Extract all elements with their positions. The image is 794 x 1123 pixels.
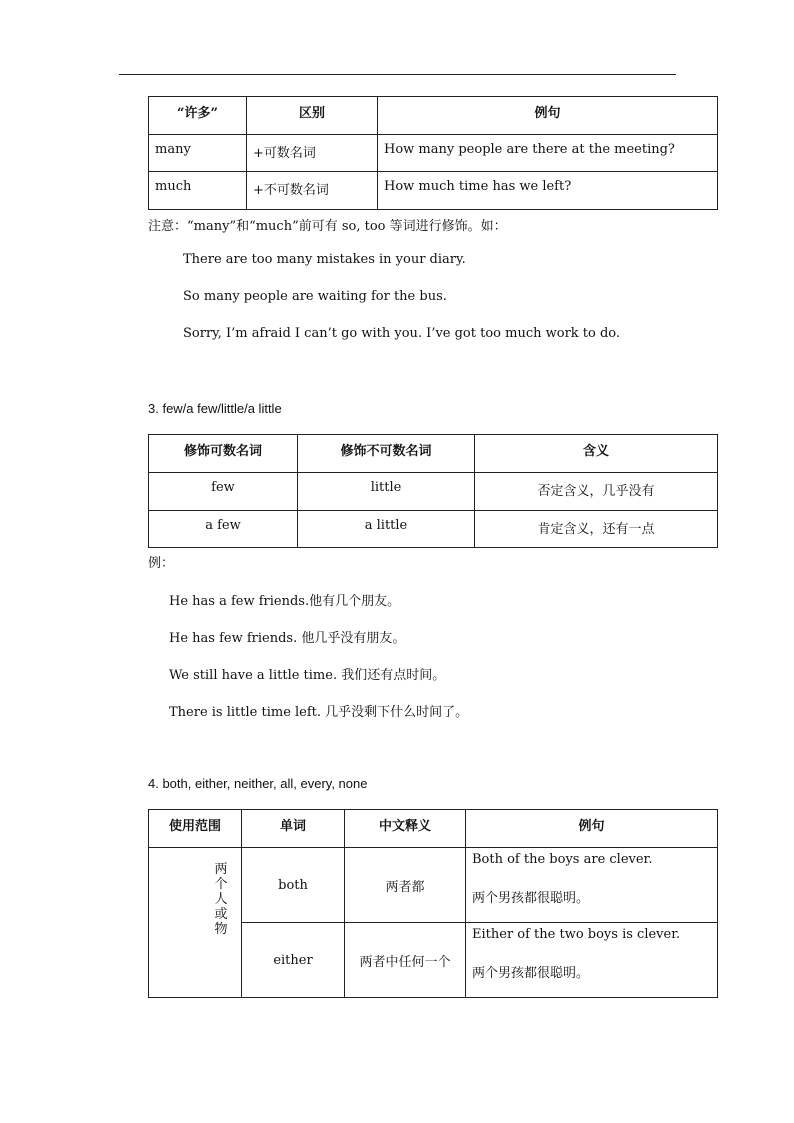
table-cell: +可数名词 xyxy=(247,135,378,172)
table-header: 单词 xyxy=(242,810,345,848)
example-sentence: He has few friends. 他几乎没有朋友。 xyxy=(169,631,406,646)
many-much-table xyxy=(148,96,718,210)
both-either-table xyxy=(148,809,718,998)
example-label: 例： xyxy=(148,556,175,571)
table-row xyxy=(149,848,718,923)
table-cell: many xyxy=(149,135,247,172)
table-cell: much xyxy=(149,172,247,210)
example-cell xyxy=(466,923,718,998)
table-cell: a little xyxy=(298,511,475,548)
example-en: Either of the two boys is clever. xyxy=(472,927,681,942)
table-header: 中文释义 xyxy=(345,810,466,848)
example-zh: 两个男孩都很聪明。 xyxy=(472,966,590,981)
table-header: “许多” xyxy=(149,97,247,135)
note-example: Sorry, I’m afraid I can’t go with you. I’ve got too much work to do. xyxy=(183,326,621,341)
table-cell: 肯定含义，还有一点 xyxy=(475,511,718,548)
scope-cell xyxy=(149,848,242,998)
meaning-cell: 两者都 xyxy=(345,848,466,923)
table-header-row xyxy=(149,435,718,473)
meaning-cell: 两者中任何一个 xyxy=(345,923,466,998)
example-sentence: There is little time left. 几乎没剩下什么时间了。 xyxy=(169,705,469,720)
table-cell: How much time has we left? xyxy=(378,172,718,210)
section-title: 3. few/a few/little/a little xyxy=(148,401,282,416)
table-cell: a few xyxy=(149,511,298,548)
table-header: 使用范围 xyxy=(149,810,242,848)
table-header: 修饰可数名词 xyxy=(149,435,298,473)
table-header: 区别 xyxy=(247,97,378,135)
table-header: 例句 xyxy=(466,810,718,848)
example-zh: 两个男孩都很聪明。 xyxy=(472,891,590,906)
table-header: 含义 xyxy=(475,435,718,473)
section-title: 4. both, either, neither, all, every, none xyxy=(148,776,368,791)
table-row xyxy=(149,135,718,172)
table-row xyxy=(149,511,718,548)
table-header: 例句 xyxy=(378,97,718,135)
header-rule xyxy=(119,74,676,75)
table-cell: How many people are there at the meeting? xyxy=(378,135,718,172)
table-cell: +不可数名词 xyxy=(247,172,378,210)
note-example: So many people are waiting for the bus. xyxy=(183,289,447,304)
example-sentence: We still have a little time. 我们还有点时间。 xyxy=(169,668,446,683)
example-sentence: He has a few friends.他有几个朋友。 xyxy=(169,594,401,609)
word-cell: either xyxy=(242,923,345,998)
few-little-table xyxy=(148,434,718,548)
table-header: 修饰不可数名词 xyxy=(298,435,475,473)
table-cell: little xyxy=(298,473,475,511)
example-en: Both of the boys are clever. xyxy=(472,852,653,867)
note-label: 注意：“many”和“much”前可有 so, too 等词进行修饰。如： xyxy=(148,219,507,234)
example-cell xyxy=(466,848,718,923)
table-header-row xyxy=(149,810,718,848)
note-example: There are too many mistakes in your diary. xyxy=(183,252,466,267)
table-header-row xyxy=(149,97,718,135)
table-cell: 否定含义，几乎没有 xyxy=(475,473,718,511)
scope-text: 两个人或物 xyxy=(214,862,228,937)
table-row xyxy=(149,172,718,210)
word-cell: both xyxy=(242,848,345,923)
table-cell: few xyxy=(149,473,298,511)
table-row xyxy=(149,473,718,511)
